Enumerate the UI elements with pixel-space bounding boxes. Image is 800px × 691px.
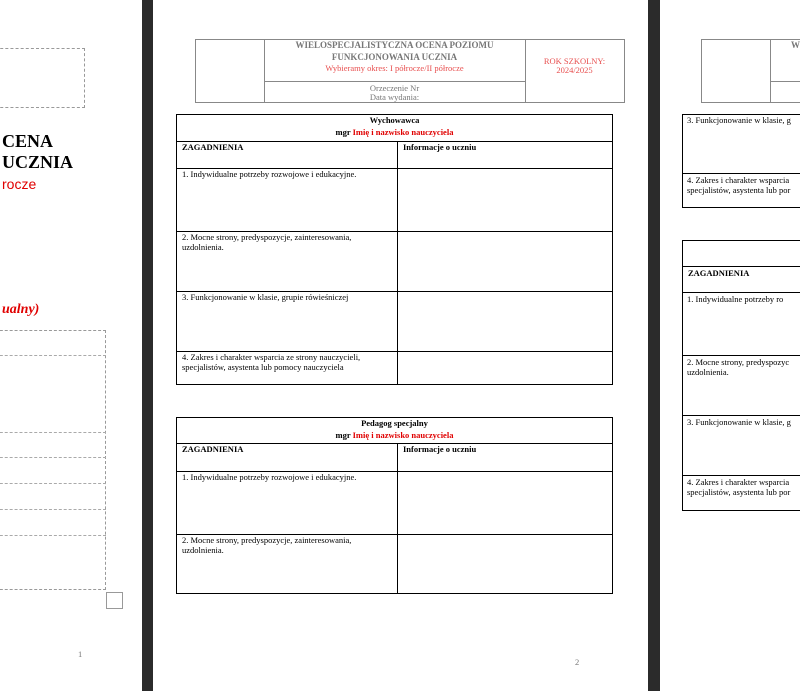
table2-col1-header: ZAGADNIENIA <box>182 444 244 454</box>
table-row: 3. Funkcjonowanie w klasie, g <box>687 417 791 427</box>
header-title-line2: FUNKCJONOWANIA UCZNIA <box>331 52 458 62</box>
doc-subtitle: rocze <box>2 176 37 192</box>
info-cell[interactable] <box>398 169 612 230</box>
decision-number: Orzeczenie Nr <box>369 83 420 93</box>
info-cell[interactable] <box>398 352 612 383</box>
table-row: 1. Indywidualne potrzeby rozwojowe i edukacyjne. <box>182 472 357 482</box>
header-fragment: W <box>791 40 800 50</box>
page-1 <box>0 0 142 691</box>
teacher-name[interactable]: Imię i nazwisko nauczyciela <box>352 430 454 440</box>
table-row: 4. Zakres i charakter wsparcia <box>687 175 790 185</box>
title-prefix: mgr <box>335 127 353 137</box>
table-row: 2. Mocne strony, predyspozyc <box>687 357 790 367</box>
italic-note: ualny) <box>2 302 40 317</box>
table2-teacher <box>176 430 613 440</box>
table-row: uzdolnienia. <box>687 367 729 377</box>
checkbox[interactable] <box>106 592 123 609</box>
page-2 <box>153 0 648 691</box>
table-row: 1. Indywidualne potrzeby rozwojowe i edukacyjne. <box>182 169 357 179</box>
page-number: 1 <box>78 649 83 659</box>
table-row: 1. Indywidualne potrzeby ro <box>687 294 784 304</box>
issue-date: Data wydania: <box>369 92 420 102</box>
table-row: 2. Mocne strony, predyspozycje, zainteresowania, uzdolnienia. <box>182 232 352 252</box>
header-period[interactable]: Wybieramy okres: I półrocze/II półrocze <box>325 63 464 73</box>
table3-col1-header: ZAGADNIENIA <box>688 268 750 278</box>
table1-col2-header: Informacje o uczniu <box>403 142 477 152</box>
table-row: 4. Zakres i charakter wsparcia ze strony nauczycieli, specjalistów, asystenta lub pomocy nauczyciela <box>182 352 361 372</box>
page-number: 2 <box>575 657 580 667</box>
info-cell[interactable] <box>398 292 612 350</box>
table-row: 2. Mocne strony, predyspozycje, zainteresowania, uzdolnienia. <box>182 535 352 555</box>
info-cell[interactable] <box>398 472 612 533</box>
page-3 <box>660 0 800 691</box>
title-prefix: mgr <box>335 430 353 440</box>
table1-teacher <box>176 127 613 137</box>
doc-title-line1: CENA <box>2 131 54 151</box>
school-year-label: ROK SZKOLNY: <box>543 56 606 66</box>
doc-title-line2: UCZNIA <box>2 152 74 172</box>
table2-role: Pedagog specjalny <box>361 418 428 428</box>
table-row: specjalistów, asystenta lub por <box>687 185 791 195</box>
table2-col2-header: Informacje o uczniu <box>403 444 477 454</box>
info-cell[interactable] <box>398 232 612 290</box>
school-year: 2024/2025 <box>556 65 593 75</box>
header-title-line1: WIELOSPECJALISTYCZNA OCENA POZIOMU <box>295 40 494 50</box>
table-row: specjalistów, asystenta lub por <box>687 487 791 497</box>
logo-placeholder <box>0 48 85 108</box>
table-row: 3. Funkcjonowanie w klasie, grupie rówieśniczej <box>182 292 349 302</box>
teacher-name[interactable]: Imię i nazwisko nauczyciela <box>352 127 454 137</box>
info-cell[interactable] <box>398 535 612 592</box>
table1-col1-header: ZAGADNIENIA <box>182 142 244 152</box>
table1-role: Wychowawca <box>369 115 420 125</box>
form-grid <box>0 330 106 590</box>
table-row: 3. Funkcjonowanie w klasie, g <box>687 115 791 125</box>
table-row: 4. Zakres i charakter wsparcia <box>687 477 790 487</box>
